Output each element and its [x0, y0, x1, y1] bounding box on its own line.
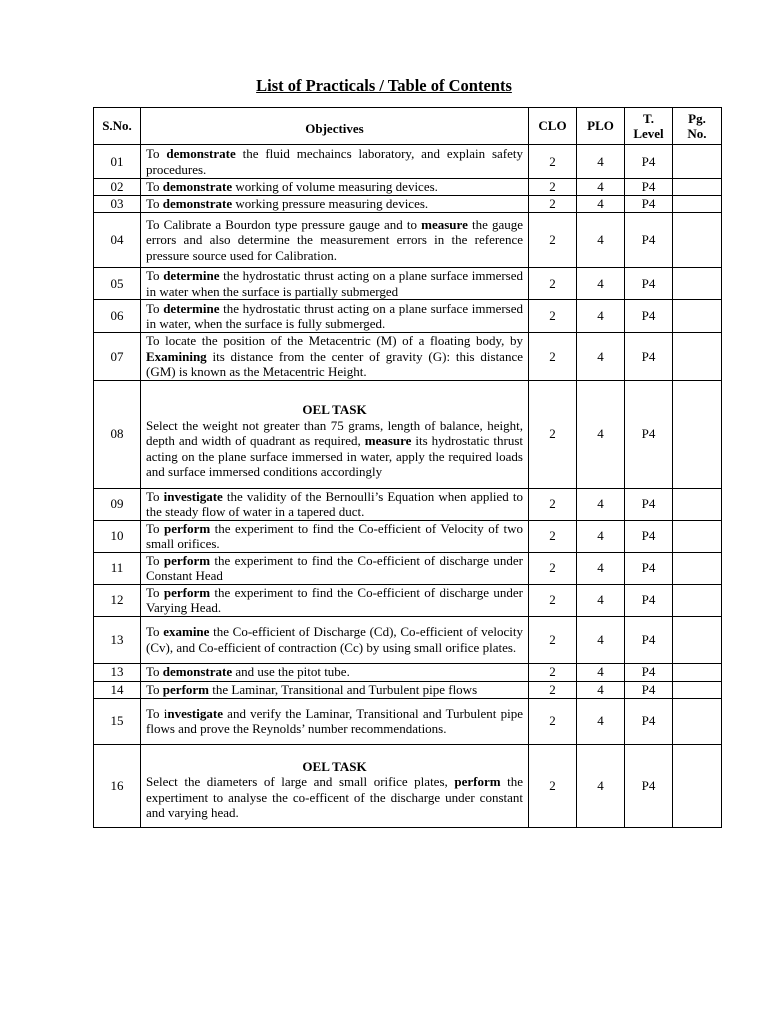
header-page-line2: No.: [687, 126, 707, 141]
clo-cell: 2: [529, 179, 577, 196]
objective-text: Select the diameters of large and small orifice plates,: [146, 774, 455, 789]
plo-cell: 4: [577, 663, 625, 681]
page-number-cell: [673, 616, 722, 663]
taxonomy-level-cell: P4: [625, 179, 673, 196]
objective-cell: [141, 380, 529, 488]
objective-text: the hydrostatic thrust acting on a plane surface immersed in water when the surface is partially submerged: [146, 268, 523, 299]
page-number-cell: [673, 333, 722, 381]
page-number-cell: [673, 663, 722, 681]
plo-cell: 4: [577, 698, 625, 744]
objective-text: To: [146, 146, 167, 161]
objective-text: To: [146, 681, 163, 697]
objective-cell: [141, 520, 529, 552]
plo-cell: 4: [577, 744, 625, 827]
serial-number-cell: 11: [94, 552, 141, 584]
clo-cell: 2: [529, 663, 577, 681]
objective-cell: [141, 616, 529, 663]
oel-task-heading: OEL TASK: [302, 758, 367, 774]
taxonomy-level-cell: P4: [625, 520, 673, 552]
clo-cell: 2: [529, 681, 577, 698]
table-row: [94, 698, 722, 744]
header-tlevel-line1: T.: [643, 110, 654, 126]
serial-number-cell: 03: [94, 196, 141, 213]
plo-cell: 4: [577, 213, 625, 268]
objective-cell: [141, 179, 529, 196]
plo-cell: 4: [577, 145, 625, 179]
objective-text: working of volume measuring devices.: [232, 179, 438, 195]
serial-number-cell: 15: [94, 698, 141, 744]
clo-cell: 2: [529, 300, 577, 333]
objective-cell: [141, 333, 529, 381]
page-title: List of Practicals / Table of Contents: [256, 76, 512, 95]
objective-text: the gauge errors and also determine the measurement errors in the reference pressure source used for Calibration.: [146, 216, 524, 263]
objective-text: and verify the Laminar, Transitional and Turbulent pipe flows and prove the Reynolds’ number recommendations.: [146, 705, 523, 736]
header-plo: PLO: [577, 108, 625, 145]
table-body: [94, 145, 722, 828]
taxonomy-level-cell: P4: [625, 300, 673, 333]
objective-action-verb: perform: [162, 681, 209, 697]
serial-number-cell: 02: [94, 179, 141, 196]
objective-action-verb: demonstrate: [162, 179, 233, 195]
objective-cell: [141, 663, 529, 681]
objective-action-verb: determine: [163, 300, 220, 316]
page-number-cell: [673, 488, 722, 520]
table-row: [94, 584, 722, 616]
objective-text: and use the pitot tube.: [232, 664, 350, 680]
plo-cell: 4: [577, 268, 625, 300]
serial-number-cell: 01: [94, 145, 141, 179]
objective-cell: [141, 268, 529, 300]
clo-cell: 2: [529, 380, 577, 488]
objective-action-verb: examine: [163, 624, 210, 639]
taxonomy-level-cell: P4: [625, 681, 673, 698]
clo-cell: 2: [529, 488, 577, 520]
objective-text: working pressure measuring devices.: [232, 196, 429, 212]
objective-cell: [141, 196, 529, 213]
objective-text: the experiment to find the Co-efficient of Velocity of two small orifices.: [146, 520, 523, 551]
plo-cell: 4: [577, 196, 625, 213]
table-row: [94, 213, 722, 268]
objective-text: the validity of the Bernoulli’s Equation when applied to the steady flow of water in a tapered duct.: [146, 488, 523, 519]
header-page-no: [673, 108, 722, 145]
serial-number-cell: 05: [94, 268, 141, 300]
taxonomy-level-cell: P4: [625, 744, 673, 827]
serial-number-cell: 09: [94, 488, 141, 520]
page-number-cell: [673, 300, 722, 333]
objective-text: To: [146, 664, 163, 680]
practicals-table: [93, 107, 722, 828]
objective-action-verb: demonstrate: [162, 196, 233, 212]
taxonomy-level-cell: P4: [625, 196, 673, 213]
table-row: [94, 333, 722, 381]
plo-cell: 4: [577, 380, 625, 488]
table-row: [94, 196, 722, 213]
objective-text: To: [146, 552, 164, 568]
objective-text: To: [146, 488, 164, 504]
clo-cell: 2: [529, 213, 577, 268]
objective-text: the Laminar, Transitional and Turbulent pipe flows: [209, 681, 478, 697]
table-row: [94, 380, 722, 488]
page-number-cell: [673, 268, 722, 300]
objective-text: Select the weight not greater than 75 grams, length of balance, height, depth and width of quadrant as required,: [146, 417, 523, 449]
objective-cell: [141, 300, 529, 333]
table-row: [94, 488, 722, 520]
taxonomy-level-cell: P4: [625, 584, 673, 616]
objective-cell: [141, 213, 529, 268]
taxonomy-level-cell: P4: [625, 213, 673, 268]
objective-cell: [141, 744, 529, 827]
page-number-cell: [673, 681, 722, 698]
objective-text: the Co-efficient of Discharge (Cd), Co-efficient of velocity (Cv), and Co-efficient of contraction (Cc) by using small orifice plates.: [146, 624, 523, 655]
objective-action-verb: perform: [163, 552, 211, 568]
objective-action-verb: measure: [364, 433, 412, 449]
objective-action-verb: demonstrate: [166, 146, 236, 161]
table-row: [94, 681, 722, 698]
serial-number-cell: 13: [94, 616, 141, 663]
objective-text: To: [146, 624, 164, 639]
taxonomy-level-cell: P4: [625, 268, 673, 300]
objective-text: its hydrostatic thrust acting on the plane surface immersed in water, apply the required loads and surface immersed conditions accordingly: [146, 433, 523, 480]
plo-cell: 4: [577, 584, 625, 616]
objective-text: its distance from the center of gravity (G): this distance (GM) is known as the Metacentric Height.: [146, 348, 523, 379]
objective-cell: [141, 552, 529, 584]
plo-cell: 4: [577, 333, 625, 381]
objective-action-verb: perform: [454, 774, 501, 789]
serial-number-cell: 06: [94, 300, 141, 333]
taxonomy-level-cell: P4: [625, 698, 673, 744]
objective-action-verb: nvestigate: [167, 705, 223, 721]
oel-task-heading: OEL TASK: [302, 402, 367, 418]
serial-number-cell: 13: [94, 663, 141, 681]
objective-cell: [141, 145, 529, 179]
header-page-line1: Pg.: [688, 110, 706, 126]
objective-text: the fluid mechaincs laboratory, and explain safety procedures.: [146, 146, 523, 177]
clo-cell: 2: [529, 584, 577, 616]
taxonomy-level-cell: P4: [625, 333, 673, 381]
objective-cell: [141, 584, 529, 616]
plo-cell: 4: [577, 488, 625, 520]
page-number-cell: [673, 213, 722, 268]
taxonomy-level-cell: P4: [625, 552, 673, 584]
clo-cell: 2: [529, 333, 577, 381]
objective-action-verb: perform: [163, 584, 211, 600]
table-header-row: [94, 108, 722, 145]
table-row: [94, 300, 722, 333]
objective-text: the hydrostatic thrust acting on a plane surface immersed in water, when the surface is fully submerged.: [146, 300, 523, 331]
header-tlevel-line2: Level: [633, 126, 664, 141]
plo-cell: 4: [577, 552, 625, 584]
plo-cell: 4: [577, 616, 625, 663]
page-number-cell: [673, 584, 722, 616]
table-row: [94, 663, 722, 681]
objective-cell: [141, 698, 529, 744]
page-number-cell: [673, 520, 722, 552]
objective-cell: [141, 488, 529, 520]
objective-text: To: [146, 268, 164, 283]
table-row: [94, 145, 722, 179]
page-number-cell: [673, 196, 722, 213]
serial-number-cell: 07: [94, 333, 141, 381]
clo-cell: 2: [529, 196, 577, 213]
objective-text: To: [146, 300, 164, 316]
objective-action-verb: Examining: [146, 348, 207, 364]
objective-text: To: [146, 584, 164, 600]
header-sno: S.No.: [94, 108, 141, 145]
plo-cell: 4: [577, 681, 625, 698]
plo-cell: 4: [577, 179, 625, 196]
objective-text: the experiment to find the Co-efficient of discharge under Varying Head.: [146, 584, 523, 615]
header-clo: CLO: [529, 108, 577, 145]
table-row: [94, 520, 722, 552]
clo-cell: 2: [529, 145, 577, 179]
serial-number-cell: 04: [94, 213, 141, 268]
objective-text: the expertiment to analyse the co-efficent of the discharge under constant and varying head.: [146, 774, 524, 820]
page-number-cell: [673, 744, 722, 827]
taxonomy-level-cell: P4: [625, 663, 673, 681]
page-number-cell: [673, 552, 722, 584]
serial-number-cell: 14: [94, 681, 141, 698]
page-number-cell: [673, 179, 722, 196]
objective-text: To: [146, 196, 163, 212]
objective-text: To i: [146, 705, 168, 721]
taxonomy-level-cell: P4: [625, 380, 673, 488]
taxonomy-level-cell: P4: [625, 488, 673, 520]
header-tlevel: [625, 108, 673, 145]
objective-text: the experiment to find the Co-efficient of discharge under Constant Head: [146, 552, 523, 583]
table-row: [94, 552, 722, 584]
clo-cell: 2: [529, 268, 577, 300]
plo-cell: 4: [577, 300, 625, 333]
header-objectives: Objectives: [141, 108, 529, 145]
objective-action-verb: perform: [164, 520, 211, 536]
objective-text: To: [146, 520, 165, 536]
clo-cell: 2: [529, 520, 577, 552]
table-row: [94, 744, 722, 827]
page-number-cell: [673, 145, 722, 179]
page-number-cell: [673, 698, 722, 744]
objective-action-verb: determine: [163, 268, 220, 283]
serial-number-cell: 12: [94, 584, 141, 616]
clo-cell: 2: [529, 552, 577, 584]
objective-action-verb: demonstrate: [162, 664, 233, 680]
plo-cell: 4: [577, 520, 625, 552]
objective-text: To: [146, 179, 163, 195]
objective-text: To locate the position of the Metacentric (M) of a floating body, by: [146, 333, 523, 348]
table-row: [94, 268, 722, 300]
table-row: [94, 179, 722, 196]
objective-text: To Calibrate a Bourdon type pressure gauge and to: [146, 216, 422, 232]
taxonomy-level-cell: P4: [625, 616, 673, 663]
table-row: [94, 616, 722, 663]
clo-cell: 2: [529, 744, 577, 827]
objective-action-verb: measure: [421, 216, 468, 232]
clo-cell: 2: [529, 698, 577, 744]
taxonomy-level-cell: P4: [625, 145, 673, 179]
serial-number-cell: 08: [94, 380, 141, 488]
serial-number-cell: 10: [94, 520, 141, 552]
serial-number-cell: 16: [94, 744, 141, 827]
clo-cell: 2: [529, 616, 577, 663]
objective-cell: [141, 681, 529, 698]
objective-action-verb: investigate: [163, 488, 223, 504]
page-number-cell: [673, 380, 722, 488]
